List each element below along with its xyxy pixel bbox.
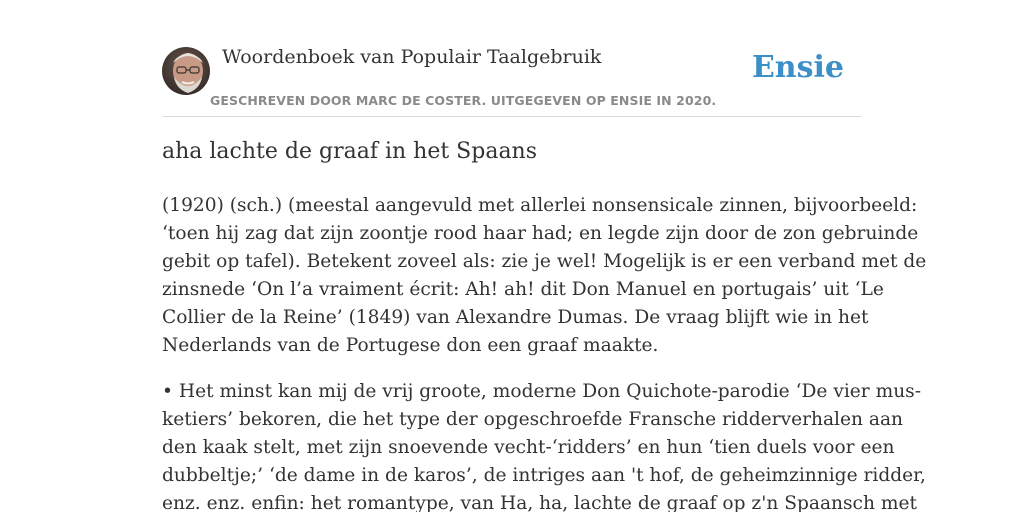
- text-line: dubbeltje;’ ‘de dame in de karos’, de intriges aan 't hof, de geheimzinnige ridder,: [162, 465, 926, 486]
- text-line: ketiers’ bekoren, die het type der opgeschroefde Fransche ridderverhalen aan: [162, 409, 904, 430]
- text-line: Collier de la Reine’ (1849) van Alexandre Dumas. De vraag blijft wie in het: [162, 307, 869, 328]
- text-line: zinsnede ‘On l’a vraiment écrit: Ah! ah! dit Don Manuel en portugais’ uit ‘Le: [162, 279, 884, 300]
- text-line: enz. enz. enfin: het romantype, van Ha, ha, lachte de graaf op z'n Spaansch met: [162, 493, 917, 512]
- text-line: gebit op tafel). Betekent zoveel als: zie je wel! Mogelijk is er een verband met de: [162, 251, 927, 272]
- text-line: • Het minst kan mij de vrij groote, moderne Don Quichote-parodie ‘De vier mus-: [162, 381, 922, 402]
- text-line: (1920) (sch.) (meestal aangevuld met allerlei nonsensicale zinnen, bijvoorbeeld:: [162, 195, 918, 216]
- byline: GESCHREVEN DOOR MARC DE COSTER. UITGEGEVEN OP ENSIE IN 2020.: [210, 93, 717, 108]
- author-avatar[interactable]: [162, 47, 210, 95]
- site-logo[interactable]: Ensie: [751, 50, 844, 85]
- dictionary-title[interactable]: Woordenboek van Populair Taalgebruik: [222, 46, 602, 68]
- text-line: ‘toen hij zag dat zijn zoontje rood haar had; en legde zijn door de zon gebruinde: [162, 223, 919, 244]
- entry-paragraph-2: [162, 378, 926, 512]
- text-line: Nederlands van de Portugese don een graaf maakte.: [162, 335, 659, 356]
- entry-headword: aha lachte de graaf in het Spaans: [162, 139, 538, 164]
- entry-body: [162, 192, 927, 512]
- entry-paragraph-1: [162, 192, 927, 360]
- source-header: [162, 46, 862, 117]
- text-line: den kaak stelt, met zijn snoevende vecht-‘ridders’ en hun ‘tien duels voor een: [162, 437, 895, 458]
- author-portrait-icon: [162, 47, 210, 95]
